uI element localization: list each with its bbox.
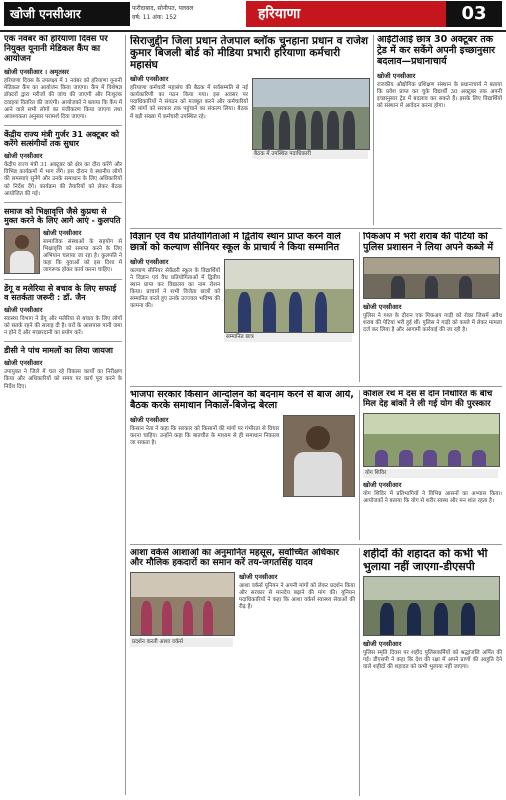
bhajpa-byline: खोजी एनसीआर [130, 415, 169, 424]
lead-headline: सिराजुद्दीन जिला प्रधान तेजपाल ब्लॉक चुनहाना प्रधान व राजेश कुमार बिजली बोर्ड को मीडिया प्रभारी हरियाणा कर्मचारी महासंघ [130, 35, 369, 72]
pikup-story [363, 232, 502, 382]
mid-photo-caption: सम्मानित छात्र [224, 333, 352, 342]
bottom-left-story [4, 346, 122, 390]
story-4-headline: डेंगू व मलेरिया से बचाव के लिए सफाई व सतर्कता जरूरी : डॉ. जैन [4, 283, 117, 302]
aasha-body: आशा वर्कर्स यूनियन ने अपनी मांगों को लेकर प्रदर्शन किया और सरकार से मानदेय बढ़ाने की मांग की। यूनियन पदाधिकारियों ने कहा कि आशा वर्कर्स स्वास्थ्य सेवाओं की रीढ़ हैं। [239, 582, 355, 610]
lead-body: हरियाणा कर्मचारी महासंघ की बैठक में सर्वसम्मति से नई कार्यकारिणी का गठन किया गया। इस अवसर पर पदाधिकारियों ने संगठन को मजबूत करने और कर्मचारियों की मांगों को सरकार तक पहुंचाने का संकल्प लिया। बैठक में बड़ी संख्या में कर्मचारी उपस्थित रहे। [130, 85, 248, 120]
pikup-photo [363, 257, 500, 299]
mid-headline: विज्ञान एवं वैध प्रतियोगिताओं में द्वितीय स्थान प्राप्त करने वाले छात्रों को कल्याण सीनियर स्कूल के प्राचार्य ने किया सम्मानित [130, 232, 341, 253]
brand-logo: खोजी एनसीआर [4, 2, 130, 26]
portrait-photo [4, 228, 40, 274]
mid-body: कल्याण सीनियर सेकेंडरी स्कूल के विद्यार्थियों ने विज्ञान एवं वैध प्रतियोगिताओं में द्वितीय स्थान प्राप्त कर विद्यालय का नाम रोशन किया। प्राचार्य ने सभी विजेता छात्रों को सम्मानित करते हुए उनके उज्ज्वल भविष्य की कामना की। [130, 267, 220, 310]
story-4-byline: खोजी एनसीआर [4, 305, 43, 314]
section-title: हरियाणा [246, 1, 448, 27]
kaushal-headline: कौशल रथ में दस से दोन निर्धारित के बीच मिल देह बांकों ने ली गई योग की पुरस्कार [363, 390, 493, 409]
story-2-byline: खोजी एनसीआर [4, 152, 43, 161]
column-divider [373, 35, 374, 225]
issue-meta [132, 4, 242, 22]
column-divider [125, 35, 126, 795]
bhajpa-headline: भाजपा सरकार किसान आन्दोलन को बदनाम करने से बाज आये, बैठक करके समाधान निकालें-बिजेन्द्र बेरला [130, 390, 354, 411]
story-3 [4, 207, 122, 275]
shaheed-story [363, 548, 502, 796]
row-divider [130, 544, 502, 545]
aasha-headline: आशा वर्कर्स आशाओं का अनुमानित महसूस, सर्वोच्चित अधिकार और मौलिक हकदारों का समान करें तय-जगतसिंह यादव [130, 548, 340, 569]
right-top-body: राजकीय औद्योगिक प्रशिक्षण संस्थान के प्रधानाचार्य ने बताया कि प्रवेश प्राप्त कर चुके विद्यार्थी 30 अक्टूबर तक अपनी इच्छानुसार ट्रेड में बदलाव कर सकते हैं। इसके लिए विद्यार्थियों को संस्थान में आवेदन करना होगा। [377, 81, 502, 110]
shaheed-headline: शहीदों की शहादत को कभी भी भुलाया नहीं जाएगा-डीएसपी [363, 548, 488, 573]
story-4-body: स्वास्थ्य विभाग ने डेंगू और मलेरिया से बचाव के लिए लोगों को सतर्क रहने की सलाह दी है। घरों के आसपास पानी जमा न होने दें और मच्छरदानी का प्रयोग करें। [4, 315, 122, 337]
aasha-caption: प्रदर्शन करती आशा वर्कर्स [130, 638, 233, 647]
mid-byline: खोजी एनसीआर [130, 257, 169, 266]
lead-photo [252, 78, 370, 150]
story-3-headline: समाज को भिक्षावृत्ति जैसे कुप्रथा से मुक्त करने के लिए आगे आएं - कुलपति [4, 206, 121, 225]
pikup-body: पुलिस ने गश्त के दौरान एक पिकअप गाड़ी को रोका जिसमें अवैध शराब की पेटियां भरी हुई थीं। पुलिस ने गाड़ी को कब्जे में लेकर मामला दर्ज कर लिया है और आगामी कार्रवाई की जा रही है। [363, 312, 502, 334]
lead-story [130, 35, 370, 225]
column-divider [359, 390, 360, 540]
kaushal-byline: खोजी एनसीआर [363, 480, 402, 489]
lead-photo-caption: बैठक में उपस्थित पदाधिकारी [252, 150, 368, 159]
mid-story [130, 232, 355, 382]
kaushal-photo [363, 413, 500, 467]
story-2-body: केंद्रीय राज्य मंत्री 31 अक्टूबर को क्षेत्र का दौरा करेंगे और विभिन्न कार्यक्रमों में भाग लेंगे। इस दौरान वे स्थानीय लोगों की समस्याएं सुनेंगे और उनके समाधान के लिए अधिकारियों को निर्देश देंगे। कार्यक्रम की तैयारियों को लेकर बैठक आयोजित की गई। [4, 162, 122, 197]
lead-byline: खोजी एनसीआर [130, 75, 169, 84]
meta-line-2: वर्ष: 11 अंक: 152 [132, 14, 177, 21]
right-top-story [377, 35, 502, 225]
story-2-headline: केंद्रीय राज्य मंत्री गुर्जर 31 अक्टूबर को करेंगे सत्संगीयों तक सुधार [4, 129, 120, 149]
pikup-byline: खोजी एनसीआर [363, 302, 402, 311]
story-2 [4, 130, 122, 198]
shaheed-photo [363, 576, 500, 636]
right-top-byline: खोजी एनसीआर [377, 71, 416, 80]
aasha-photo [130, 572, 235, 636]
story-1-body: हरियाणा दिवस के उपलक्ष्य में 1 नवंबर को हरियाणा यूनानी मेडिकल कैंप का आयोजन किया जाएगा। कैंप में विशेषज्ञ डॉक्टरों द्वारा मरीजों की जांच की जाएगी और निःशुल्क दवाइयां वितरित की जाएंगी। आयोजकों ने बताया कि कैंप में आने वाले सभी लोगों का पंजीकरण किया जाएगा तथा आवश्यकता अनुसार परामर्श दिया जाएगा। [4, 78, 122, 120]
aasha-story [130, 548, 355, 796]
aasha-byline: खोजी एनसीआर [239, 572, 278, 581]
kaushal-story [363, 390, 502, 540]
mid-photo [224, 259, 354, 333]
bottom-left-body: उपायुक्त ने जिले में चल रहे विकास कार्यों का निरीक्षण किया और अधिकारियों को समय पर कार्य पूरा करने के निर्देश दिए। [4, 369, 122, 390]
story-1-byline: खोजी एनसीआर । अमृतसर [4, 68, 69, 77]
left-column [4, 35, 122, 795]
kaushal-body: योग शिविर में प्रतिभागियों ने विभिन्न आसनों का अभ्यास किया। आयोजकों ने बताया कि योग से शरीर स्वस्थ और मन शांत रहता है। [363, 490, 502, 504]
row-divider [130, 228, 502, 229]
right-top-headline: आईटीआई छात्र 30 अक्टूबर तक ट्रेड में कर सकेंगे अपनी इच्छानुसार बदलाव—प्रधानाचार्य [377, 35, 496, 67]
bhajpa-story [130, 390, 355, 540]
bhajpa-photo [283, 415, 355, 497]
story-3-body: सामाजिक संस्थाओं के सहयोग से भिक्षावृत्ति को समाप्त करने के लिए अभियान चलाया जा रहा है। कुलपति ने कहा कि युवाओं को इस दिशा में जागरूक होकर कार्य करना चाहिए। [43, 239, 122, 274]
story-1 [4, 35, 122, 121]
bottom-left-byline: खोजी एनसीआर [4, 359, 43, 368]
shaheed-body: पुलिस स्मृति दिवस पर शहीद पुलिसकर्मियों को श्रद्धांजलि अर्पित की गई। डीएसपी ने कहा कि देश की रक्षा में अपने प्राणों की आहुति देने वाले शहीदों की शहादत को कभी भुलाया नहीं जाएगा। [363, 650, 502, 671]
story-3-byline: खोजी एनसीआर [43, 229, 82, 238]
shaheed-byline: खोजी एनसीआर [363, 640, 402, 649]
story-4 [4, 284, 122, 338]
meta-line-1: फरीदाबाद, सोनीपत, पलवल [132, 5, 194, 12]
bottom-left-headline: डीसी ने पांच मामलों का लिया जायजा [4, 346, 113, 356]
bhajpa-body: किसान नेता ने कहा कि सरकार को किसानों की मांगों पर गंभीरता से विचार करना चाहिए। उन्होंने कहा कि बातचीत के माध्यम से ही समाधान निकाला जा सकता है। [130, 425, 280, 447]
story-1-headline: एक नवंबर को हरियाणा दिवस पर नियुक्त यूनानी मेडिकल कैंप का आयोजन [4, 35, 108, 64]
column-divider [359, 232, 360, 382]
kaushal-caption: योग शिविर [363, 469, 498, 478]
pikup-headline: पिकअप में भरी शराब की पेटियों को पुलिस प्रशासन ने लिया अपने कब्जे में [363, 232, 494, 253]
column-divider [359, 548, 360, 796]
masthead [0, 0, 506, 32]
row-divider [130, 386, 502, 387]
page-number: 03 [446, 1, 502, 27]
